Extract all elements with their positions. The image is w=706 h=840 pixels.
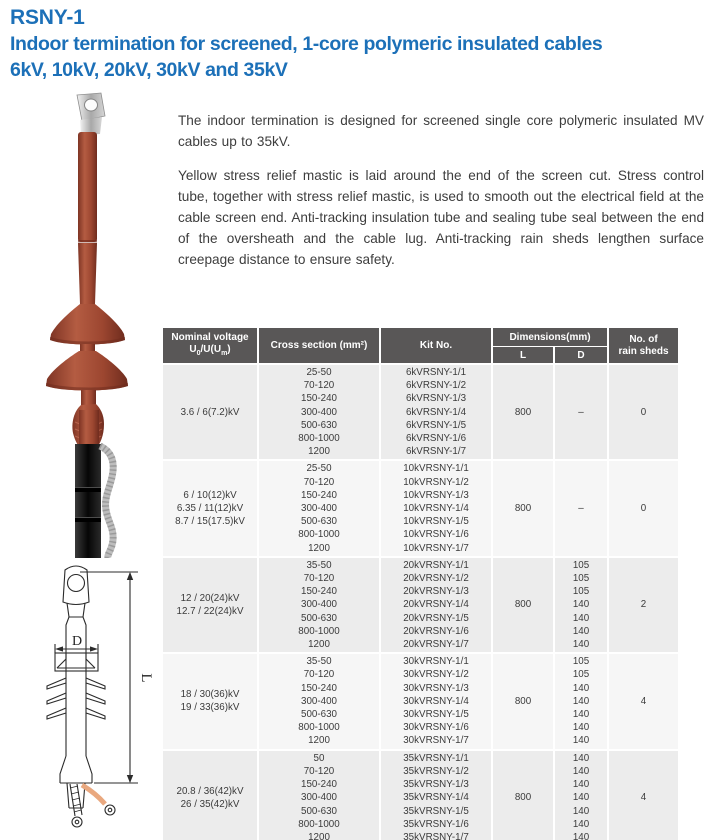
kit-no-cell <box>381 751 491 840</box>
header-dim-d: D <box>577 349 585 361</box>
kit-no-cell-value: 35kVRSNY-1/5 <box>403 805 469 817</box>
dim-l-cell <box>493 461 553 555</box>
dimension-drawing <box>16 556 161 838</box>
header-rain-sheds: No. of rain sheds <box>609 328 678 363</box>
header-dim-l: L <box>519 349 527 361</box>
dim-d-cell-value: 105 <box>572 656 590 668</box>
product-code-title: RSNY-1 <box>10 6 85 29</box>
dim-d-cell-value: 140 <box>572 818 590 830</box>
kit-no-cell-value: 20kVRSNY-1/3 <box>403 586 469 598</box>
earth-braid <box>100 446 113 558</box>
cross-section-cell-value: 300-400 <box>301 503 337 515</box>
cross-section-cell-value: 1200 <box>308 831 330 840</box>
cross-section-cell-value: 25-50 <box>306 367 332 378</box>
kit-no-cell-value: 35kVRSNY-1/6 <box>403 818 469 830</box>
cross-section-cell-value: 300-400 <box>301 792 337 804</box>
table-section <box>163 654 680 748</box>
dim-d-cell-value: 105 <box>572 669 590 681</box>
title-block <box>10 5 700 83</box>
cross-section-cell-value: 500-630 <box>301 805 337 817</box>
cross-section-cell-value: 35-50 <box>306 559 332 571</box>
dim-d-cell-value: 140 <box>572 779 590 791</box>
product-subtitle-line1: Indoor termination for screened, 1-core polymeric insulated cables <box>10 33 603 55</box>
rain-sheds-cell <box>609 751 678 840</box>
cross-section-cell <box>259 461 379 555</box>
kit-no-cell-value: 35kVRSNY-1/7 <box>403 831 469 840</box>
kit-no-cell-value: 6kVRSNY-1/7 <box>405 446 467 458</box>
dim-d-cell-value: 140 <box>572 722 590 734</box>
dim-d-cell <box>555 751 607 840</box>
table-section <box>163 365 680 459</box>
kit-no-cell <box>381 461 491 555</box>
rain-sheds-cell-value: 4 <box>640 792 647 804</box>
kit-no-cell-value: 30kVRSNY-1/5 <box>403 709 469 721</box>
cross-section-cell-value: 500-630 <box>301 516 337 528</box>
table-header <box>163 328 680 363</box>
rain-sheds-cell-value: 4 <box>640 695 647 707</box>
cross-section-cell-value: 35-50 <box>306 656 332 668</box>
dim-d-cell-value: 140 <box>572 709 590 721</box>
cross-section-cell-value: 500-630 <box>301 419 337 431</box>
cross-section-cell-value: 800-1000 <box>298 433 340 445</box>
cross-section-cell-value: 800-1000 <box>298 625 340 637</box>
dim-d-cell <box>555 365 607 459</box>
voltage-cell <box>163 461 257 555</box>
termination-photo-svg <box>25 92 160 558</box>
dim-d-cell-value: 140 <box>572 682 590 694</box>
voltage-cell-value: 26 / 35(42)kV <box>180 798 240 810</box>
kit-no-cell-value: 10kVRSNY-1/6 <box>403 529 469 541</box>
voltage-cell-value: 20.8 / 36(42)kV <box>176 785 244 797</box>
rain-sheds-cell <box>609 365 678 459</box>
intro-text <box>178 110 704 283</box>
dim-d-cell-value: 140 <box>572 625 590 637</box>
kit-no-cell-value: 10kVRSNY-1/7 <box>403 542 469 554</box>
rain-sheds-cell <box>609 558 678 652</box>
cross-section-cell-value: 300-400 <box>301 695 337 707</box>
header-dimensions <box>493 328 607 363</box>
cross-section-cell-value: 500-630 <box>301 709 337 721</box>
kit-no-cell-value: 20kVRSNY-1/5 <box>403 612 469 624</box>
cross-section-cell-value: 70-120 <box>303 669 335 681</box>
cross-section-cell-value: 150-240 <box>301 586 337 598</box>
rain-sheds-cell-value: 0 <box>640 503 647 515</box>
kit-no-cell-value: 20kVRSNY-1/2 <box>403 573 469 585</box>
cross-section-cell <box>259 751 379 840</box>
cable-lug <box>77 93 105 135</box>
dim-d-cell-value: 140 <box>572 792 590 804</box>
rain-sheds-cell-value: 0 <box>640 406 647 418</box>
dim-l-cell <box>493 365 553 459</box>
dim-d-label: D <box>71 634 83 649</box>
termination-photo <box>25 92 160 558</box>
dim-l-cell-value: 800 <box>514 406 532 418</box>
kit-no-cell-value: 20kVRSNY-1/4 <box>403 599 469 611</box>
cross-section-cell-value: 1200 <box>308 446 330 458</box>
dim-d-cell-value: 140 <box>572 805 590 817</box>
kit-no-cell-value: 30kVRSNY-1/3 <box>403 682 469 694</box>
cross-section-cell-value: 500-630 <box>301 612 337 624</box>
voltage-cell-value: 12 / 20(24)kV <box>180 592 240 604</box>
voltage-cell-value: 8.7 / 15(17.5)kV <box>175 516 245 528</box>
rain-sheds-cell-value: 2 <box>640 599 647 611</box>
dim-l-cell-value: 800 <box>514 792 532 804</box>
cross-section-cell-value: 800-1000 <box>298 529 340 541</box>
kit-no-cell <box>381 654 491 748</box>
dim-l-cell <box>493 751 553 840</box>
dim-d-cell-value: – <box>578 503 584 515</box>
voltage-cell-value: 6.35 / 11(12)kV <box>176 503 244 515</box>
header-voltage-symbol: $U_0/U(U_m)$ <box>189 343 231 357</box>
intro-paragraph-2: Yellow stress relief mastic is laid around the end of the screen cut. Stress control tube, together with stress relief mastic, is used to smooth out the electrical field at the cable screen end. Anti-tracking insulation tube and sealing tube seal between the end of the oversheath and the cable lug. Anti-tracking rain sheds lengthen surface creepage distance to ensure safety. <box>178 168 704 267</box>
rain-sheds-cell <box>609 461 678 555</box>
dim-d-cell-value: 140 <box>572 695 590 707</box>
dim-d-cell-value: 140 <box>572 599 590 611</box>
table-section <box>163 461 680 555</box>
cross-section-cell-value: 150-240 <box>301 393 337 405</box>
cross-section-cell-value: 150-240 <box>301 779 337 791</box>
dim-d-cell-value: 140 <box>572 612 590 624</box>
selection-table <box>163 328 680 840</box>
voltage-cell <box>163 365 257 459</box>
rain-sheds-cell <box>609 654 678 748</box>
kit-no-cell <box>381 558 491 652</box>
dim-d-cell-value: 105 <box>572 586 590 598</box>
table-section <box>163 751 680 840</box>
cross-section-cell-value: 70-120 <box>303 380 335 392</box>
cross-section-cell-value: 150-240 <box>301 682 337 694</box>
kit-no-cell-value: 20kVRSNY-1/6 <box>403 625 469 637</box>
cross-section-cell <box>259 654 379 748</box>
kit-no-cell-value: 20kVRSNY-1/1 <box>403 559 469 571</box>
kit-no-cell-value: 20kVRSNY-1/7 <box>403 639 469 651</box>
kit-no-cell-value: 30kVRSNY-1/6 <box>403 722 469 734</box>
kit-no-cell-value: 6kVRSNY-1/2 <box>405 380 467 392</box>
kit-no-cell-value: 6kVRSNY-1/6 <box>405 433 467 445</box>
cross-section-cell-value: 25-50 <box>306 463 332 475</box>
voltage-cell-value: 19 / 33(36)kV <box>180 702 240 714</box>
dim-d-cell-value: 140 <box>572 831 590 840</box>
header-nominal-voltage: Nominal voltage $U_0/U(U_m)$ <box>163 328 257 363</box>
cross-section-cell-value: 70-120 <box>303 573 335 585</box>
kit-no-cell-value: 30kVRSNY-1/2 <box>403 669 469 681</box>
kit-no-cell-value: 35kVRSNY-1/3 <box>403 779 469 791</box>
kit-no-cell-value: 6kVRSNY-1/4 <box>405 406 467 418</box>
cross-section-cell-value: 1200 <box>308 639 330 651</box>
header-cross-section: Cross section (mm²) <box>259 328 379 363</box>
kit-no-cell-value: 10kVRSNY-1/1 <box>403 463 469 475</box>
cross-section-cell-value: 70-120 <box>303 476 335 488</box>
dim-d-cell <box>555 654 607 748</box>
cross-section-cell-value: 300-400 <box>301 406 337 418</box>
kit-no-cell-value: 10kVRSNY-1/5 <box>403 516 469 528</box>
kit-no-cell-value: 35kVRSNY-1/2 <box>403 765 469 777</box>
dim-d-cell-value: 140 <box>572 765 590 777</box>
kit-no-cell-value: 35kVRSNY-1/4 <box>403 792 469 804</box>
voltage-cell-value: 18 / 30(36)kV <box>180 689 240 701</box>
kit-no-cell-value: 6kVRSNY-1/5 <box>405 419 467 431</box>
dimension-drawing-svg <box>16 556 161 838</box>
dim-d-cell-value: 140 <box>572 639 590 651</box>
kit-no-cell <box>381 365 491 459</box>
kit-no-cell-value: 30kVRSNY-1/1 <box>403 656 469 668</box>
kit-no-cell-value: 30kVRSNY-1/7 <box>403 735 469 747</box>
voltage-cell <box>163 751 257 840</box>
cross-section-cell-value: 50 <box>313 752 325 764</box>
anti-tracking-tube <box>78 132 97 304</box>
cross-section-cell-value: 800-1000 <box>298 818 340 830</box>
table-section <box>163 558 680 652</box>
dim-l-cell <box>493 558 553 652</box>
voltage-cell-value: 12.7 / 22(24)kV <box>176 606 244 618</box>
dim-d-cell-value: 105 <box>572 573 590 585</box>
dim-l-label: L <box>138 673 154 683</box>
stress-control-section <box>72 390 104 449</box>
dim-d-cell-value: – <box>578 406 584 418</box>
voltage-cell <box>163 558 257 652</box>
dim-d-cell <box>555 461 607 555</box>
voltage-cell-value: 3.6 / 6(7.2)kV <box>180 406 240 418</box>
kit-no-cell-value: 6kVRSNY-1/1 <box>405 367 467 378</box>
kit-no-cell-value: 6kVRSNY-1/3 <box>405 393 467 405</box>
cross-section-cell-value: 800-1000 <box>298 722 340 734</box>
cross-section-cell <box>259 365 379 459</box>
table-body <box>163 365 680 840</box>
voltage-cell-value: 6 / 10(12)kV <box>183 489 237 501</box>
rain-sheds <box>46 304 128 391</box>
dim-d-cell-value: 140 <box>572 752 590 764</box>
product-subtitle-line2: 6kV, 10kV, 20kV, 30kV and 35kV <box>10 59 288 81</box>
cross-section-cell-value: 70-120 <box>303 765 335 777</box>
header-kit-no: Kit No. <box>381 328 491 363</box>
dim-l-cell <box>493 654 553 748</box>
cross-section-cell-value: 150-240 <box>301 489 337 501</box>
kit-no-cell-value: 35kVRSNY-1/1 <box>403 752 469 764</box>
kit-no-cell-value: 30kVRSNY-1/4 <box>403 695 469 707</box>
dim-d-cell-value: 140 <box>572 735 590 747</box>
dim-d-cell-value: 105 <box>572 559 590 571</box>
kit-no-cell-value: 10kVRSNY-1/2 <box>403 476 469 488</box>
dim-d-cell <box>555 558 607 652</box>
cross-section-cell-value: 1200 <box>308 735 330 747</box>
voltage-cell <box>163 654 257 748</box>
intro-paragraph-1: The indoor termination is designed for screened single core polymeric insulated MV cables up to 35kV. <box>178 113 704 149</box>
header-dimensions-label: Dimensions(mm) <box>493 328 607 347</box>
cross-section-cell-value: 1200 <box>308 542 330 554</box>
dim-l-cell-value: 800 <box>514 503 532 515</box>
cross-section-cell-value: 300-400 <box>301 599 337 611</box>
cable-sheath <box>75 444 101 558</box>
dim-l-cell-value: 800 <box>514 695 532 707</box>
kit-no-cell-value: 10kVRSNY-1/3 <box>403 489 469 501</box>
kit-no-cell-value: 10kVRSNY-1/4 <box>403 503 469 515</box>
cross-section-cell <box>259 558 379 652</box>
dim-l-cell-value: 800 <box>514 599 532 611</box>
copper-earth-wire <box>82 785 105 804</box>
